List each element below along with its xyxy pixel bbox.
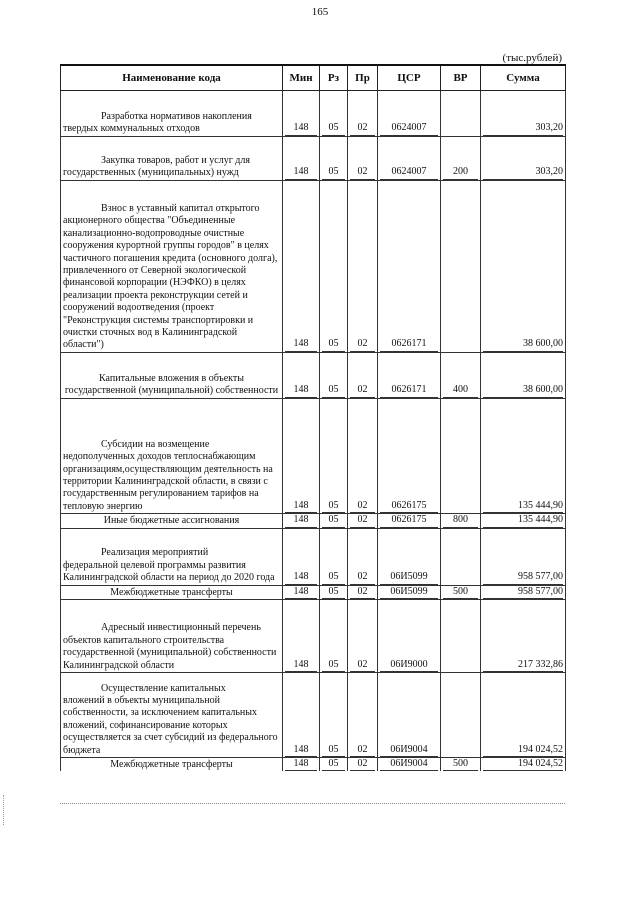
- row-vr-value: 400: [443, 384, 478, 397]
- row-min-cell: [283, 673, 320, 758]
- row-rz-value: 05: [322, 758, 345, 771]
- scan-margin-mark: [3, 795, 5, 825]
- column-header-min: Мин: [283, 65, 320, 91]
- row-sum-cell: [481, 600, 566, 673]
- row-csr-cell: [378, 180, 441, 352]
- row-csr-cell: [378, 352, 441, 398]
- row-csr-value: 06И9004: [380, 758, 438, 771]
- row-rz-cell: [320, 585, 348, 599]
- row-min-value: 148: [285, 659, 317, 672]
- row-name: [61, 528, 283, 585]
- row-vr-cell: [441, 600, 481, 673]
- row-sum-cell: [481, 585, 566, 599]
- row-name-first-line: Разработка нормативов накопления: [101, 111, 252, 122]
- row-sum-cell: [481, 136, 566, 180]
- row-pr-cell: [348, 528, 378, 585]
- row-name: [61, 398, 283, 513]
- row-min-cell: [283, 136, 320, 180]
- row-pr-value: 02: [350, 122, 375, 135]
- row-min-cell: [283, 528, 320, 585]
- column-header-sum: Сумма: [481, 65, 566, 91]
- row-min-value: 148: [285, 571, 317, 584]
- row-min-value: 148: [285, 384, 317, 397]
- row-pr-cell: [348, 180, 378, 352]
- row-min-cell: [283, 585, 320, 599]
- row-csr-value: 06И5099: [380, 571, 438, 584]
- table-row: [61, 528, 566, 585]
- row-rz-value: 05: [322, 514, 345, 527]
- row-pr-cell: [348, 585, 378, 599]
- row-vr-value: 500: [443, 758, 478, 771]
- row-rz-cell: [320, 758, 348, 772]
- row-csr-value: 0624007: [380, 122, 438, 135]
- row-name-first-line: Межбюджетные трансферты: [110, 586, 233, 598]
- row-sum-value: 958 577,00: [483, 571, 563, 584]
- row-min-cell: [283, 352, 320, 398]
- row-csr-value: 0626175: [380, 514, 438, 527]
- row-name-first-line: Иные бюджетные ассигнования: [103, 515, 240, 527]
- row-sum-cell: [481, 673, 566, 758]
- table-header-row: [61, 65, 566, 91]
- row-pr-cell: [348, 758, 378, 772]
- row-name: [61, 91, 283, 137]
- row-csr-cell: [378, 528, 441, 585]
- row-rz-value: 05: [322, 586, 345, 599]
- row-name-first-line: Осуществление капитальных: [101, 682, 226, 694]
- table-row: [61, 758, 566, 772]
- row-rz-value: 05: [322, 659, 345, 672]
- row-pr-value: 02: [350, 384, 375, 397]
- row-vr-cell: [441, 398, 481, 513]
- row-name: [61, 180, 283, 352]
- row-min-value: 148: [285, 514, 317, 527]
- row-rz-value: 05: [322, 338, 345, 351]
- row-rz-cell: [320, 600, 348, 673]
- row-rz-cell: [320, 91, 348, 137]
- row-min-cell: [283, 91, 320, 137]
- units-label: (тыс.рублей): [502, 52, 562, 64]
- row-name-first-line: Субсидии на возмещение: [101, 438, 210, 450]
- row-pr-value: 02: [350, 338, 375, 351]
- row-min-cell: [283, 398, 320, 513]
- table-row: [61, 180, 566, 352]
- column-header-pr: Пр: [348, 65, 378, 91]
- row-vr-cell: [441, 352, 481, 398]
- row-name: [61, 673, 283, 758]
- table-row: [61, 600, 566, 673]
- column-header-rz: Рз: [320, 65, 348, 91]
- row-pr-cell: [348, 673, 378, 758]
- row-csr-value: 0624007: [380, 166, 438, 179]
- row-csr-cell: [378, 136, 441, 180]
- row-name-first-line: Капитальные вложения в объекты: [99, 373, 244, 384]
- row-sum-cell: [481, 352, 566, 398]
- row-vr-cell: [441, 136, 481, 180]
- row-vr-cell: [441, 180, 481, 352]
- row-csr-cell: [378, 600, 441, 673]
- row-sum-cell: [481, 398, 566, 513]
- row-rz-cell: [320, 673, 348, 758]
- row-sum-value: 38 600,00: [483, 384, 563, 397]
- row-vr-value: 500: [443, 586, 478, 599]
- table-row: [61, 585, 566, 599]
- row-vr-cell: [441, 528, 481, 585]
- row-sum-value: 38 600,00: [483, 338, 563, 351]
- row-name-first-line: Межбюджетные трансферты: [110, 759, 233, 771]
- row-name-first-line: Реализация мероприятий: [101, 547, 209, 559]
- row-min-value: 148: [285, 744, 317, 757]
- row-pr-value: 02: [350, 514, 375, 527]
- row-name: [61, 758, 283, 772]
- row-name-continuation: акционерного общества "Объединенные канализационно-водопроводные очистные сооружения курортной группы городов" в целях частичного погашения кредита (основного долга), привлеченного от Северной экологической финансовой корпорации (НЭФКО) в целях реализации проекта реконструкции сетей и сооружений водоотведения (проект "Реконструкция системы транспортировки и очистки сточных вод в Калининградской области"): [63, 215, 278, 351]
- row-min-value: 148: [285, 166, 317, 179]
- row-vr-value: 200: [443, 166, 478, 179]
- page-bottom-rule: [60, 803, 565, 804]
- row-rz-value: 05: [322, 571, 345, 584]
- row-name-continuation: государственных (муниципальных) нужд: [63, 167, 239, 179]
- row-csr-value: 0626175: [380, 500, 438, 513]
- row-sum-value: 217 332,86: [483, 659, 563, 672]
- row-pr-cell: [348, 136, 378, 180]
- row-rz-value: 05: [322, 500, 345, 513]
- row-pr-value: 02: [350, 744, 375, 757]
- row-pr-cell: [348, 600, 378, 673]
- row-csr-value: 06И9004: [380, 744, 438, 757]
- row-min-value: 148: [285, 338, 317, 351]
- row-min-value: 148: [285, 586, 317, 599]
- row-rz-cell: [320, 514, 348, 528]
- row-name-continuation: объектов капитального строительства государственной (муниципальной) собственности Калининградской области: [63, 634, 277, 671]
- row-name-continuation: государственной (муниципальной) собственности: [64, 385, 279, 397]
- row-vr-cell: [441, 585, 481, 599]
- row-rz-value: 05: [322, 166, 345, 179]
- row-vr-value: 800: [443, 514, 478, 527]
- row-min-cell: [283, 600, 320, 673]
- column-header-name: Наименование кода: [61, 65, 283, 91]
- row-min-cell: [283, 514, 320, 528]
- row-pr-value: 02: [350, 586, 375, 599]
- row-name-continuation: твердых коммунальных отходов: [63, 123, 200, 135]
- row-csr-value: 0626171: [380, 338, 438, 351]
- row-rz-cell: [320, 180, 348, 352]
- row-csr-cell: [378, 673, 441, 758]
- table-row: [61, 136, 566, 180]
- row-name: [61, 600, 283, 673]
- row-rz-value: 05: [322, 122, 345, 135]
- row-rz-cell: [320, 528, 348, 585]
- row-name: [61, 352, 283, 398]
- budget-table: [60, 64, 566, 771]
- row-sum-value: 303,20: [483, 122, 563, 135]
- row-sum-cell: [481, 528, 566, 585]
- row-min-cell: [283, 758, 320, 772]
- row-sum-cell: [481, 514, 566, 528]
- row-sum-cell: [481, 180, 566, 352]
- row-min-value: 148: [285, 122, 317, 135]
- row-pr-value: 02: [350, 758, 375, 771]
- row-name-continuation: недополученных доходов теплоснабжающим организациям,осуществляющим деятельность на территории Калининградской области, в связи с государственным регулированием тарифов на тепловую энергию: [63, 451, 273, 512]
- row-csr-value: 06И9000: [380, 659, 438, 672]
- row-sum-cell: [481, 91, 566, 137]
- row-min-value: 148: [285, 758, 317, 771]
- row-pr-value: 02: [350, 500, 375, 513]
- table-row: [61, 91, 566, 137]
- row-rz-cell: [320, 136, 348, 180]
- row-sum-value: 303,20: [483, 166, 563, 179]
- row-rz-value: 05: [322, 744, 345, 757]
- row-csr-value: 0626171: [380, 384, 438, 397]
- row-csr-cell: [378, 398, 441, 513]
- row-sum-value: 194 024,52: [483, 758, 563, 771]
- row-sum-value: 958 577,00: [483, 586, 563, 599]
- row-pr-value: 02: [350, 659, 375, 672]
- row-pr-value: 02: [350, 166, 375, 179]
- row-csr-cell: [378, 585, 441, 599]
- row-sum-value: 135 444,90: [483, 514, 563, 527]
- table-row: [61, 398, 566, 513]
- row-csr-value: 06И5099: [380, 586, 438, 599]
- table-row: [61, 514, 566, 528]
- row-pr-cell: [348, 514, 378, 528]
- row-rz-cell: [320, 352, 348, 398]
- row-name: [61, 585, 283, 599]
- row-name-continuation: вложений в объекты муниципальной собственности, за исключением капитальных вложений, софинансирование которых осуществляется за счет субсидий из федерального бюджета: [63, 695, 278, 756]
- row-pr-cell: [348, 398, 378, 513]
- row-name-continuation: федеральной целевой программы развития Калининградской области на период до 2020 года: [63, 559, 275, 584]
- table-row: [61, 673, 566, 758]
- row-vr-cell: [441, 758, 481, 772]
- row-csr-cell: [378, 514, 441, 528]
- table-row: [61, 352, 566, 398]
- row-min-value: 148: [285, 500, 317, 513]
- row-pr-value: 02: [350, 571, 375, 584]
- row-vr-cell: [441, 91, 481, 137]
- row-pr-cell: [348, 352, 378, 398]
- row-name-first-line: Взнос в уставный капитал открытого: [101, 202, 260, 214]
- row-name: [61, 136, 283, 180]
- row-rz-cell: [320, 398, 348, 513]
- column-header-csr: ЦСР: [378, 65, 441, 91]
- row-name-first-line: Адресный инвестиционный перечень: [101, 622, 261, 634]
- column-header-vr: ВР: [441, 65, 481, 91]
- row-csr-cell: [378, 91, 441, 137]
- row-vr-cell: [441, 514, 481, 528]
- row-sum-value: 135 444,90: [483, 500, 563, 513]
- row-sum-value: 194 024,52: [483, 744, 563, 757]
- row-csr-cell: [378, 758, 441, 772]
- row-name: [61, 514, 283, 528]
- page-number: 165: [311, 6, 329, 18]
- row-vr-cell: [441, 673, 481, 758]
- row-rz-value: 05: [322, 384, 345, 397]
- row-sum-cell: [481, 758, 566, 772]
- row-name-first-line: Закупка товаров, работ и услуг для: [101, 155, 250, 166]
- row-min-cell: [283, 180, 320, 352]
- row-pr-cell: [348, 91, 378, 137]
